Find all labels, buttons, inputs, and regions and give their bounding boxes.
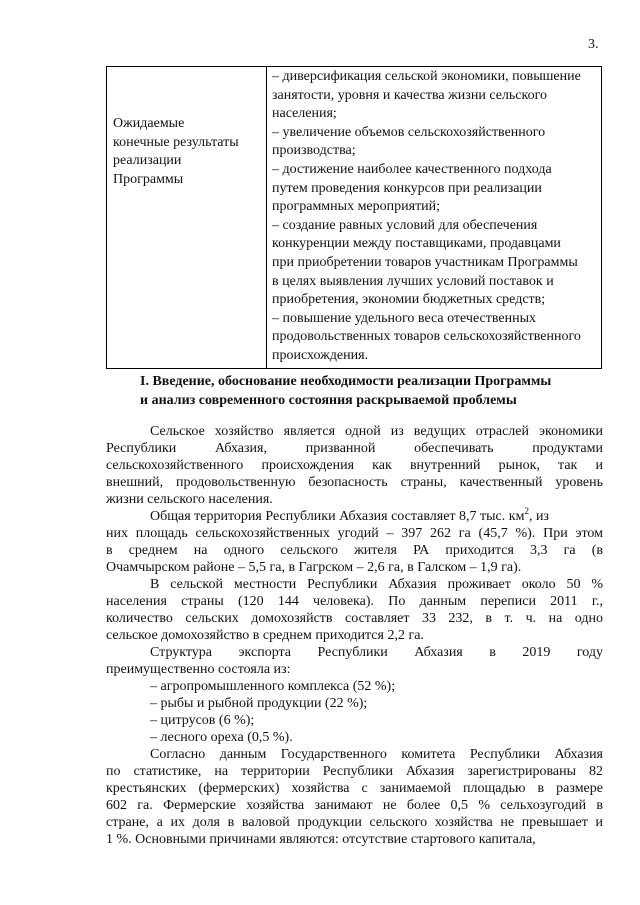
text-line: В сельской местности Республики Абхазия проживает около 50 % xyxy=(150,577,603,592)
table-label-line: конечные результаты xyxy=(113,134,239,150)
result-line: – достижение наиболее качественного подхода xyxy=(272,161,552,177)
paragraph-population xyxy=(106,576,603,644)
list-item: – лесного ореха (0,5 %). xyxy=(150,730,293,745)
table-label-line: реализации xyxy=(113,153,182,169)
result-line: программных мероприятий; xyxy=(272,199,441,215)
text-line: преимущественно состояла из: xyxy=(106,662,291,677)
table-label-line: Ожидаемые xyxy=(113,116,185,131)
section-title-line: и анализ современного состояния раскрываемой проблемы xyxy=(140,393,517,408)
result-line: производства; xyxy=(272,143,356,159)
text-line: сельскохозяйственного происхождения как внутренний рынок, так и xyxy=(106,458,603,473)
table-label-line: Программы xyxy=(113,171,184,187)
text-line: в среднем на одного сельского жителя РА приходится 3,3 га (в xyxy=(106,543,603,558)
text-fragment: , из xyxy=(528,509,549,524)
body-text xyxy=(106,423,603,848)
text-line: Согласно данным Государственного комитета Республики Абхазия xyxy=(150,747,603,762)
text-fragment: Общая территория Республики Абхазия составляет 8,7 тыс. км xyxy=(150,509,525,524)
paragraph-export xyxy=(106,644,603,678)
table-label-cell xyxy=(107,67,267,369)
text-line: сельское домохозяйство в среднем приходится 2,2 га. xyxy=(106,628,424,643)
text-line xyxy=(106,508,603,525)
page-number: 3. xyxy=(588,37,599,52)
table-values-cell xyxy=(267,67,602,369)
text-line: 1 %. Основными причинами являются: отсутствие стартового капитала, xyxy=(106,832,536,847)
section-title-line: I. Введение, обоснование необходимости реализации Программы xyxy=(140,374,552,389)
text-line: стране, а их доля в валовой продукции сельского хозяйства не превышает и xyxy=(106,815,603,830)
text-line: крестьянских (фермерских) хозяйства с занимаемой площадью в размере xyxy=(106,781,603,796)
text-line: Республики Абхазия, призванной обеспечивать продуктами xyxy=(106,441,603,456)
result-line: происхождения. xyxy=(272,347,369,363)
result-line: приобретения, экономии бюджетных средств; xyxy=(272,292,546,308)
text-line: Сельское хозяйство является одной из ведущих отраслей экономики xyxy=(150,424,603,439)
result-line: – увеличение объемов сельскохозяйственного xyxy=(272,124,546,140)
text-line: населения страны (120 144 человека). По данным переписи 2011 г., xyxy=(106,594,603,609)
result-line: путем проведения конкурсов при реализации xyxy=(272,180,542,196)
text-line: Очамчырском районе – 5,5 га, в Гагрском – 2,6 га, в Галском – 1,9 га). xyxy=(106,560,522,575)
paragraph-territory xyxy=(106,508,603,576)
text-line: внешний, продовольственную безопасность страны, качественный уровень xyxy=(106,475,603,490)
result-line: – повышение удельного веса отечественных xyxy=(272,310,536,326)
result-line: продовольственных товаров сельскохозяйственного xyxy=(272,329,581,345)
text-line: 602 га. Фермерские хозяйства занимают не более 0,5 % сельхозугодий в xyxy=(106,798,603,813)
result-line: при приобретении товаров участникам Программы xyxy=(272,254,578,270)
result-line: населения; xyxy=(272,106,337,122)
result-line: в целях выявления лучших условий поставок и xyxy=(272,273,554,289)
text-line: них площадь сельскохозяйственных угодий – 397 262 га (45,7 %). При этом xyxy=(106,526,603,541)
list-item: – рыбы и рыбной продукции (22 %); xyxy=(150,696,368,711)
list-item: – агропромышленного комплекса (52 %); xyxy=(150,679,396,694)
result-line: занятости, уровня и качества жизни сельского xyxy=(272,87,547,103)
paragraph-farms xyxy=(106,746,603,848)
text-line: количество сельских домохозяйств составляет 33 232, в т. ч. на одно xyxy=(106,611,603,626)
section-title xyxy=(140,372,610,410)
paragraph-agriculture xyxy=(106,423,603,508)
text-line: жизни сельского населения. xyxy=(106,492,273,507)
result-line: – создание равных условий для обеспечения xyxy=(272,217,538,233)
text-line: по статистике, на территории Республики Абхазия зарегистрированы 82 xyxy=(106,764,603,779)
superscript: 2 xyxy=(524,506,529,516)
text-line: Структура экспорта Республики Абхазия в 2019 году xyxy=(150,645,603,660)
list-item: – цитрусов (6 %); xyxy=(150,713,255,728)
result-line: – диверсификация сельской экономики, повышение xyxy=(272,69,581,84)
expected-results-table xyxy=(106,66,602,369)
result-line: конкуренции между поставщиками, продавцами xyxy=(272,236,561,252)
export-list xyxy=(106,678,603,746)
